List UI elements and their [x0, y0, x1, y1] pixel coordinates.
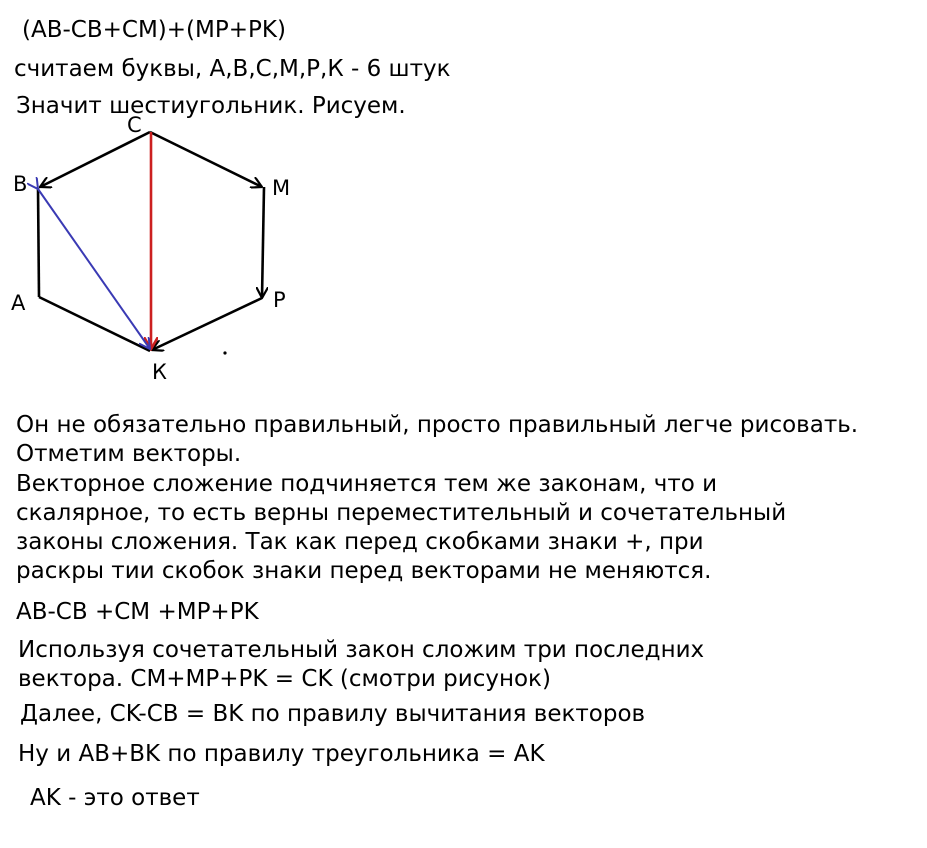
law-line-1: Векторное сложение подчиняется тем же законам, что и: [16, 471, 718, 497]
associative-line-1: Используя сочетательный закон сложим три последних: [18, 637, 705, 663]
vertex-label-p: Р: [273, 288, 286, 312]
law-line-3: законы сложения. Так как перед скобками знаки +, при: [16, 529, 704, 555]
count-letters-line: считаем буквы, А,В,С,М,Р,К - 6 штук: [14, 56, 451, 82]
answer-line: AK - это ответ: [30, 785, 200, 811]
side-pk: [152, 298, 262, 350]
law-line-2: скалярное, то есть верны переместительный и сочетательный: [16, 500, 787, 526]
side-cm: [150, 132, 262, 187]
side-ab: [38, 188, 39, 297]
vertex-label-b: В: [13, 172, 28, 196]
subtraction-line: Далее, CK-CB = BK по правилу вычитания векторов: [20, 701, 646, 727]
side-mp: [262, 187, 264, 298]
vertex-label-k: К: [152, 360, 167, 384]
expanded-expression-line: AB-CB +CM +MP+PK: [16, 599, 259, 625]
not-regular-line: Он не обязательно правильный, просто правильный легче рисовать.: [16, 412, 859, 438]
hexagon-line: Значит шестиугольник. Рисуем.: [16, 93, 406, 119]
vertex-label-a: А: [11, 291, 26, 315]
vertex-label-c: С: [127, 113, 142, 137]
associative-line-2: вектора. CM+MP+PK = CK (смотри рисунок): [18, 666, 551, 692]
vertex-label-m: М: [272, 176, 291, 200]
side-cb: [40, 132, 150, 187]
expression-line: (AB-CB+CM)+(MP+PK): [22, 17, 286, 43]
triangle-rule-line: Ну и AB+BK по правилу треугольника = AK: [18, 741, 545, 767]
stray-dot: [223, 351, 226, 354]
mark-vectors-line: Отметим векторы.: [16, 441, 242, 467]
law-line-4: раскры тии скобок знаки перед векторами не меняются.: [16, 558, 712, 584]
hexagon-diagram: [0, 0, 340, 400]
